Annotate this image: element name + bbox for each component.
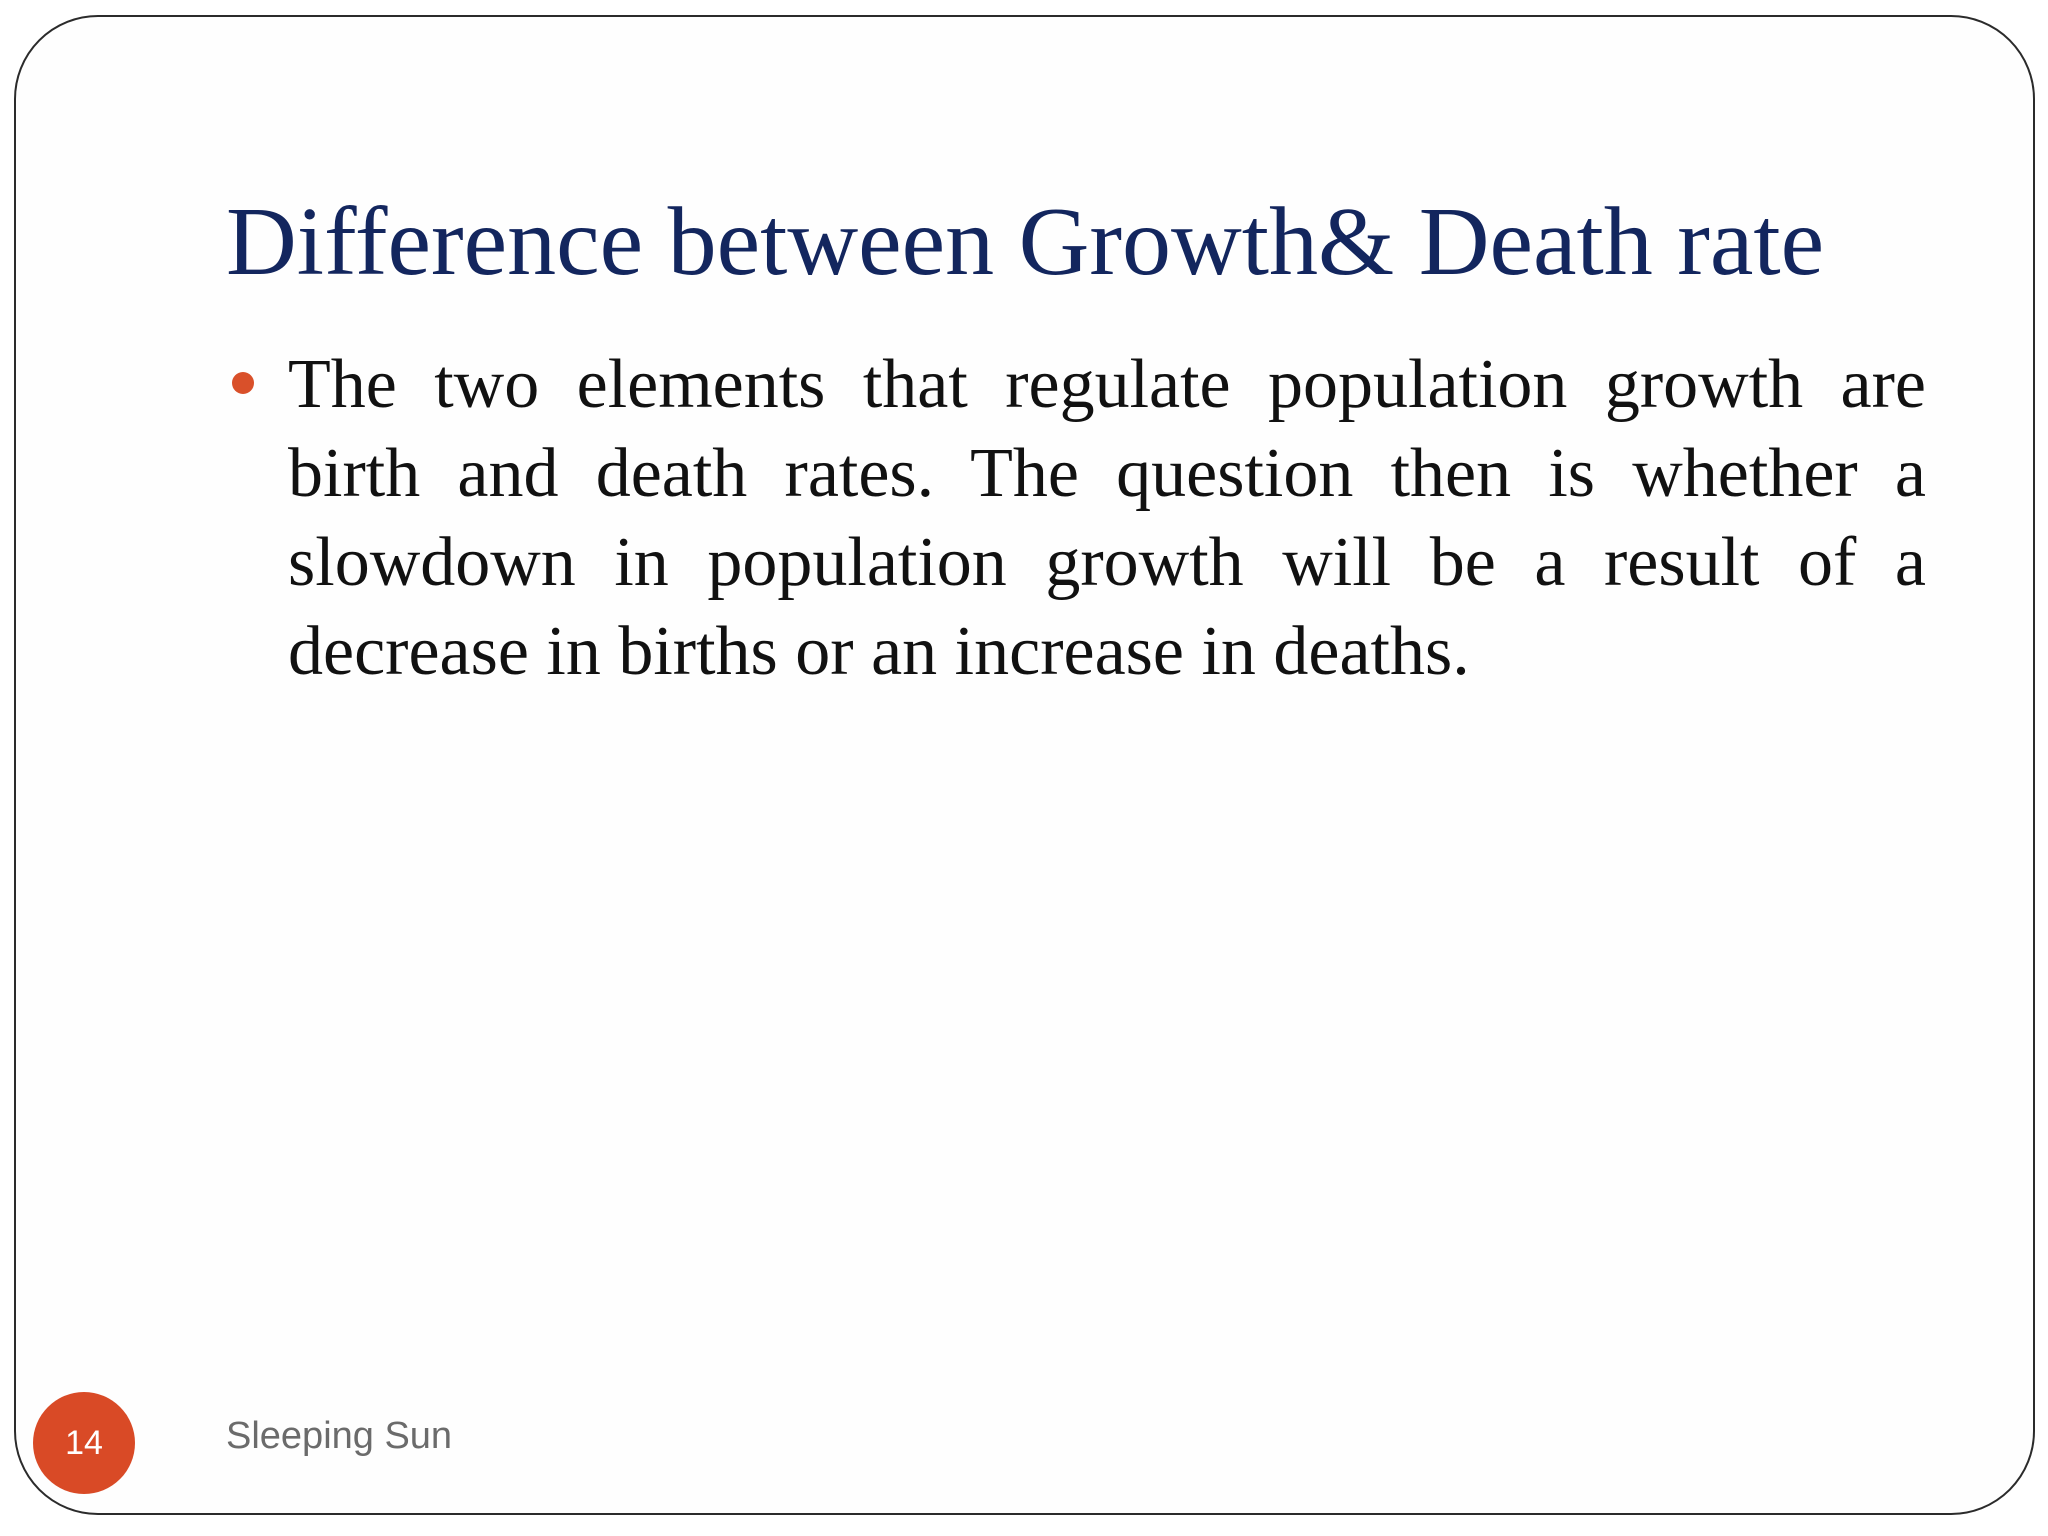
footer-text: Sleeping Sun [226,1415,453,1457]
slide-title: Difference between Growth& Death rate [226,188,1825,296]
bullet-text: The two elements that regulate population growth are birth and death rates. The question then is whether a slowdown in population growth will be a result of a decrease in births or an increase in deaths. [288,346,1926,690]
slide-content [226,340,1926,696]
bullet-item [226,340,1926,696]
slide-number-badge: 14 [33,1392,135,1494]
bullet-dot-icon [232,372,254,394]
